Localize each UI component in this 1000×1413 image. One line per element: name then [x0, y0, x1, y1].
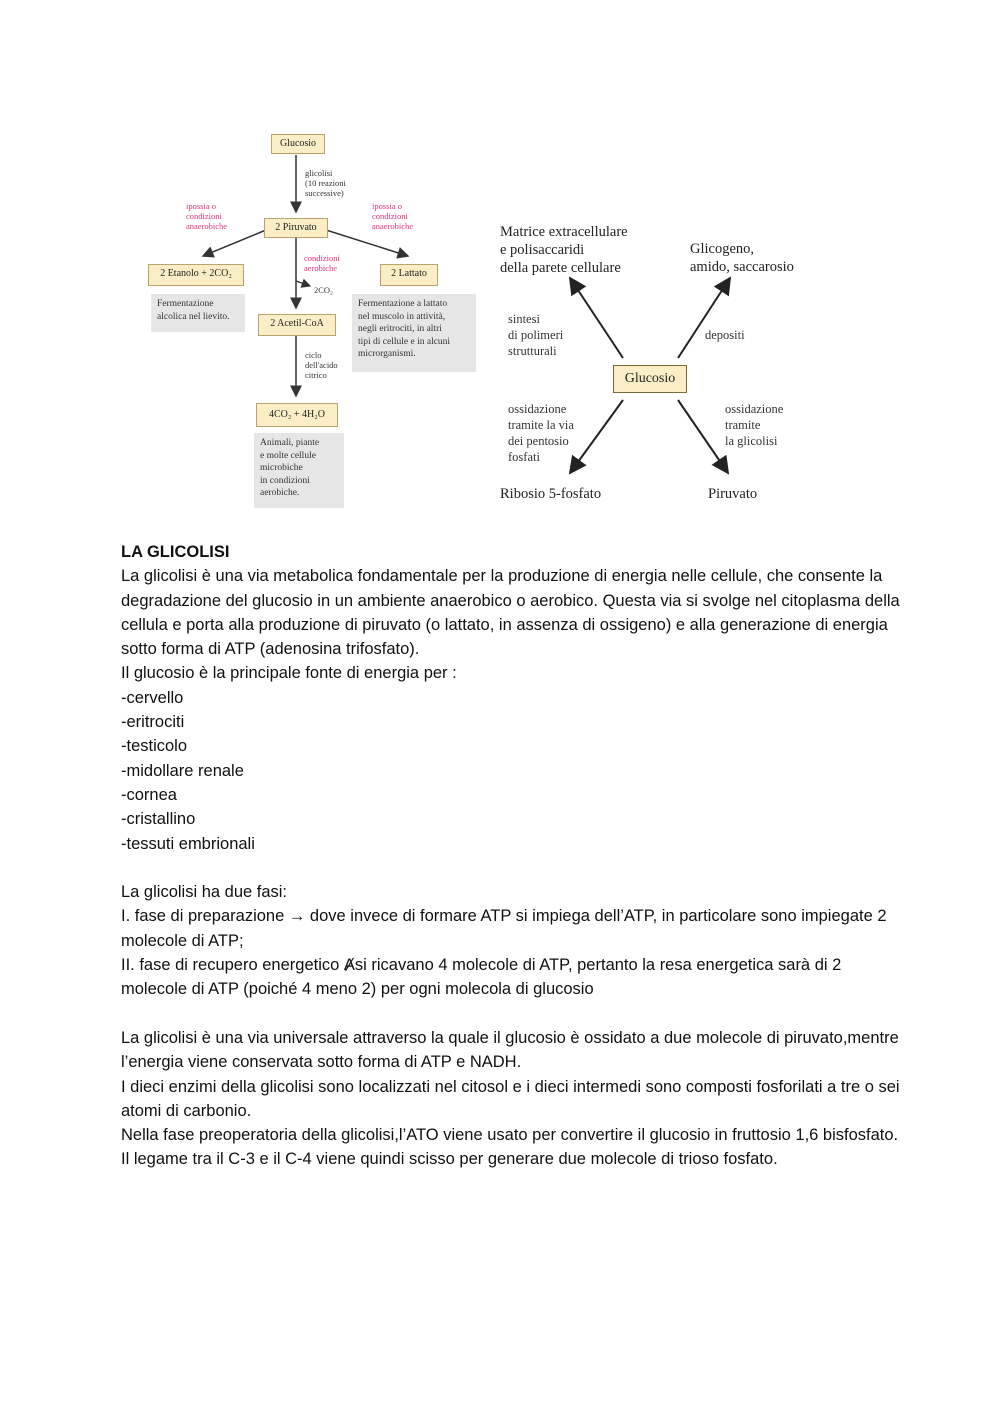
note-aerobiche: Animali, piante e molte cellule microbiche in condizioni aerobiche. — [254, 433, 344, 508]
spacer — [121, 856, 901, 880]
paragraph: Nella fase preoperatoria della glicolisi,l’ATO viene usato per convertire il glucosio in fruttosio 1,6 bisfosfato. Il legame tra il C-3 e il C-4 viene quindi scisso per generare due molecole di trioso fosfato. — [121, 1126, 899, 1169]
glicolisi-path-label: ossidazione tramite la glicolisi — [725, 402, 784, 448]
pentosio-label: ossidazione tramite la via dei pentosio fosfati — [508, 402, 574, 464]
note-lattato: Fermentazione a lattato nel muscolo in attività, negli eritrociti, in altri tipi di cellule e in alcuni microrganismi. — [352, 294, 476, 372]
co2-label: 2CO₂ — [314, 285, 334, 295]
document-body — [121, 540, 901, 1172]
matrice-label: Matrice extracellulare e polisaccaridi della parete cellulare — [500, 224, 628, 276]
acetil-coa-box: 2 Acetil-CoA — [258, 314, 336, 336]
piruvato-label: Piruvato — [708, 486, 758, 502]
section-heading: LA GLICOLISI — [121, 543, 230, 561]
fase-2: II. fase di recupero energetico Ⱥsi ricavano 4 molecole di ATP, pertanto la resa energetica sarà di 2 molecole di ATP (poiché 4 meno 2) per ogni molecola di glucosio — [121, 956, 842, 999]
list-item: -cornea — [121, 785, 177, 804]
glucose-fates-diagram — [490, 215, 820, 510]
glycolysis-fate-diagram — [148, 128, 488, 510]
list-item: -testicolo — [121, 737, 188, 756]
glicolisi-label: glicolisi (10 reazioni successive) — [305, 168, 346, 198]
list-item: -eritrociti — [121, 713, 185, 732]
list-item: -cristallino — [121, 810, 196, 829]
list-item: -midollare renale — [121, 761, 244, 780]
note-alcolica: Fermentazione alcolica nel lievito. — [151, 294, 245, 332]
fonte-line: Il glucosio è la principale fonte di energia per : — [121, 664, 457, 683]
list-item: -tessuti embrionali — [121, 834, 255, 853]
ipossia-left-label: ipossia o condizioni anaerobiche — [186, 201, 228, 231]
paragraph: I dieci enzimi della glicolisi sono localizzati nel citosol e i dieci intermedi sono composti fosforilati a tre o sei atomi di carbonio. — [121, 1077, 900, 1120]
depositi-label: depositi — [705, 328, 745, 342]
glicogeno-label: Glicogeno, amido, saccarosio — [690, 241, 794, 275]
ribosio-label: Ribosio 5-fosfato — [500, 486, 602, 502]
paragraph: La glicolisi è una via universale attraverso la quale il glucosio è ossidato a due molecole di piruvato,mentre l’energia viene conservata sotto forma di ATP e NADH. — [121, 1028, 899, 1072]
etanolo-box: 2 Etanolo + 2CO₂ — [148, 264, 244, 286]
ciclo-label: ciclo dell'acido citrico — [305, 350, 338, 380]
spacer — [121, 1002, 901, 1026]
piruvato-box: 2 Piruvato — [264, 218, 328, 238]
glucosio-box: Glucosio — [271, 134, 325, 154]
sintesi-label: sintesi di polimeri strutturali — [508, 312, 564, 358]
glucosio-center-box: Glucosio — [613, 365, 687, 393]
ipossia-right-label: ipossia o condizioni anaerobiche — [372, 201, 414, 231]
fase-1: I. fase di preparazione → dove invece di formare ATP si impiega dell’ATP, in particolare sono impiegate 2 molecole di ATP; — [121, 907, 887, 950]
aerobiche-label: condizioni aerobiche — [304, 253, 340, 273]
list-item: -cervello — [121, 688, 184, 707]
fasi-intro: La glicolisi ha due fasi: — [121, 883, 288, 902]
lattato-box: 2 Lattato — [380, 264, 438, 286]
intro-paragraph: La glicolisi è una via metabolica fondamentale per la produzione di energia nelle cellule, che consente la degradazione del glucosio in un ambiente anaerobico o aerobico. Questa via si svolge nel citoplasma della cellula e porta alla produzione di piruvato (o lattato, in assenza di ossigeno) e alla generazione di energia sotto forma di ATP (adenosina trifosfato). — [121, 567, 900, 659]
final-products-box: 4CO₂ + 4H₂O — [256, 403, 338, 427]
